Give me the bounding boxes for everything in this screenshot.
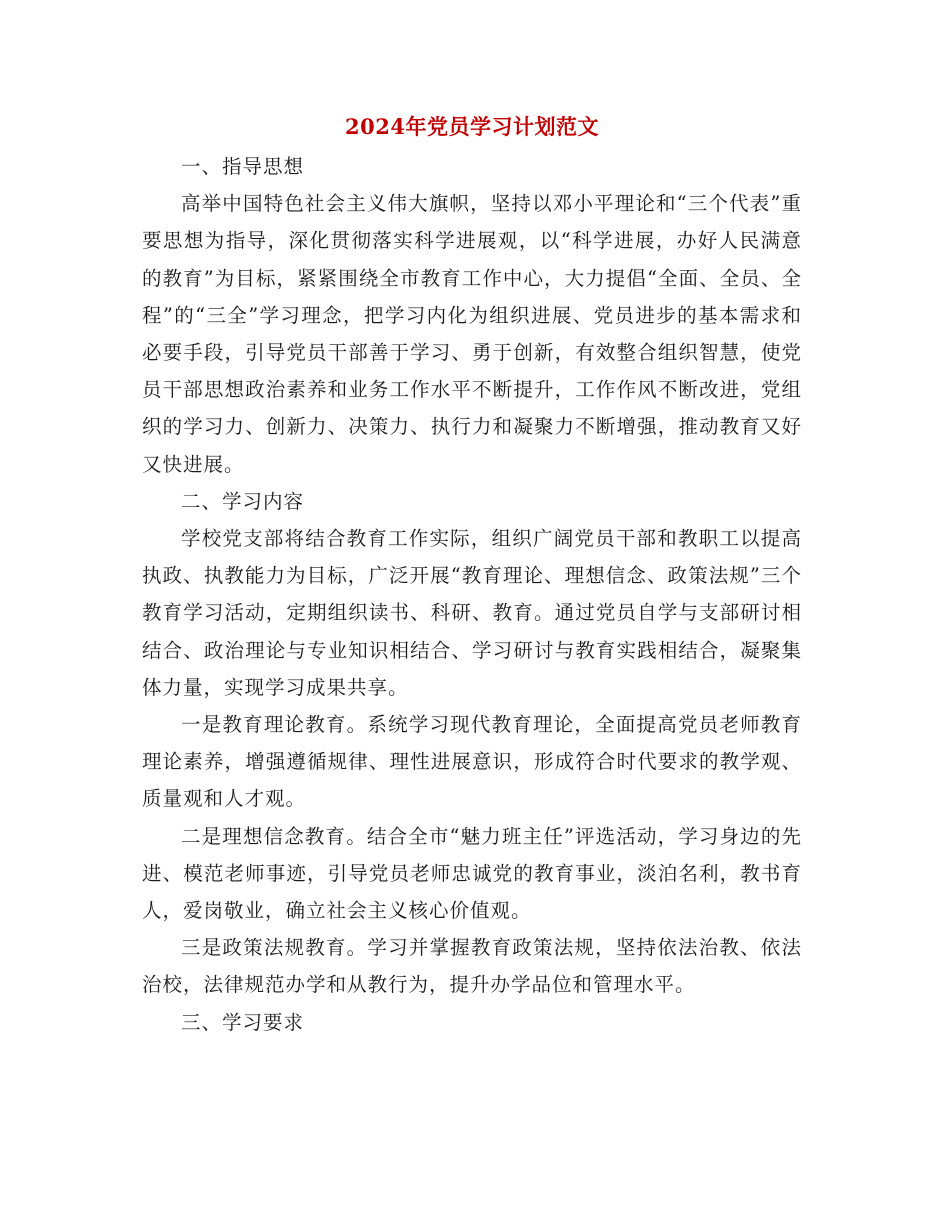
paragraph-education-theory: 一是教育理论教育。系统学习现代教育理论，全面提高党员老师教育理论素养，增强遵循规律、理性进展意识，形成符合时代要求的教学观、质量观和人才观。 bbox=[142, 713, 802, 811]
section-heading-guiding-ideology: 一、指导思想 bbox=[181, 155, 305, 178]
section-heading-study-content: 二、学习内容 bbox=[181, 489, 305, 513]
paragraph-ideals-beliefs: 二是理想信念教育。结合全市“魅力班主任”评选活动，学习身边的先进、模范老师事迹，引导党员老师忠诚党的教育事业，淡泊名利，教书育人，爱岗敬业，确立社会主义核心价值观。 bbox=[142, 824, 802, 923]
paragraph-study-content: 学校党支部将结合教育工作实际，组织广阔党员干部和教职工以提高执政、执教能力为目标，广泛开展“教育理论、理想信念、政策法规”三个教育学习活动，定期组织读书、科研、教育。通过党员自学与支部研讨相结合、政治理论与专业知识相结合、学习研讨与教育实践相结合，凝聚集体力量，实现学习成果共享。 bbox=[142, 527, 802, 699]
document-page bbox=[142, 112, 802, 1041]
document-title: 2024年党员学习计划范文 bbox=[345, 114, 599, 139]
paragraph-policy-regulations: 三是政策法规教育。学习并掌握教育政策法规，坚持依法治教、依法治校，法律规范办学和从教行为，提升办学品位和管理水平。 bbox=[142, 936, 802, 997]
section-heading-study-requirements: 三、学习要求 bbox=[181, 1010, 305, 1034]
paragraph-guiding-ideology: 高举中国特色社会主义伟大旗帜，坚持以邓小平理论和“三个代表”重要思想为指导，深化贯彻落实科学进展观，以“科学进展，办好人民满意的教育”为目标，紧紧围绕全市教育工作中心，大力提倡“全面、全员、全程”的“三全”学习理念，把学习内化为组织进展、党员进步的基本需求和必要手段，引导党员干部善于学习、勇于创新，有效整合组织智慧，使党员干部思想政治素养和业务工作水平不断提升，工作作风不断改进，党组织的学习力、创新力、决策力、执行力和凝聚力不断增强，推动教育又好又快进展。 bbox=[142, 192, 802, 476]
